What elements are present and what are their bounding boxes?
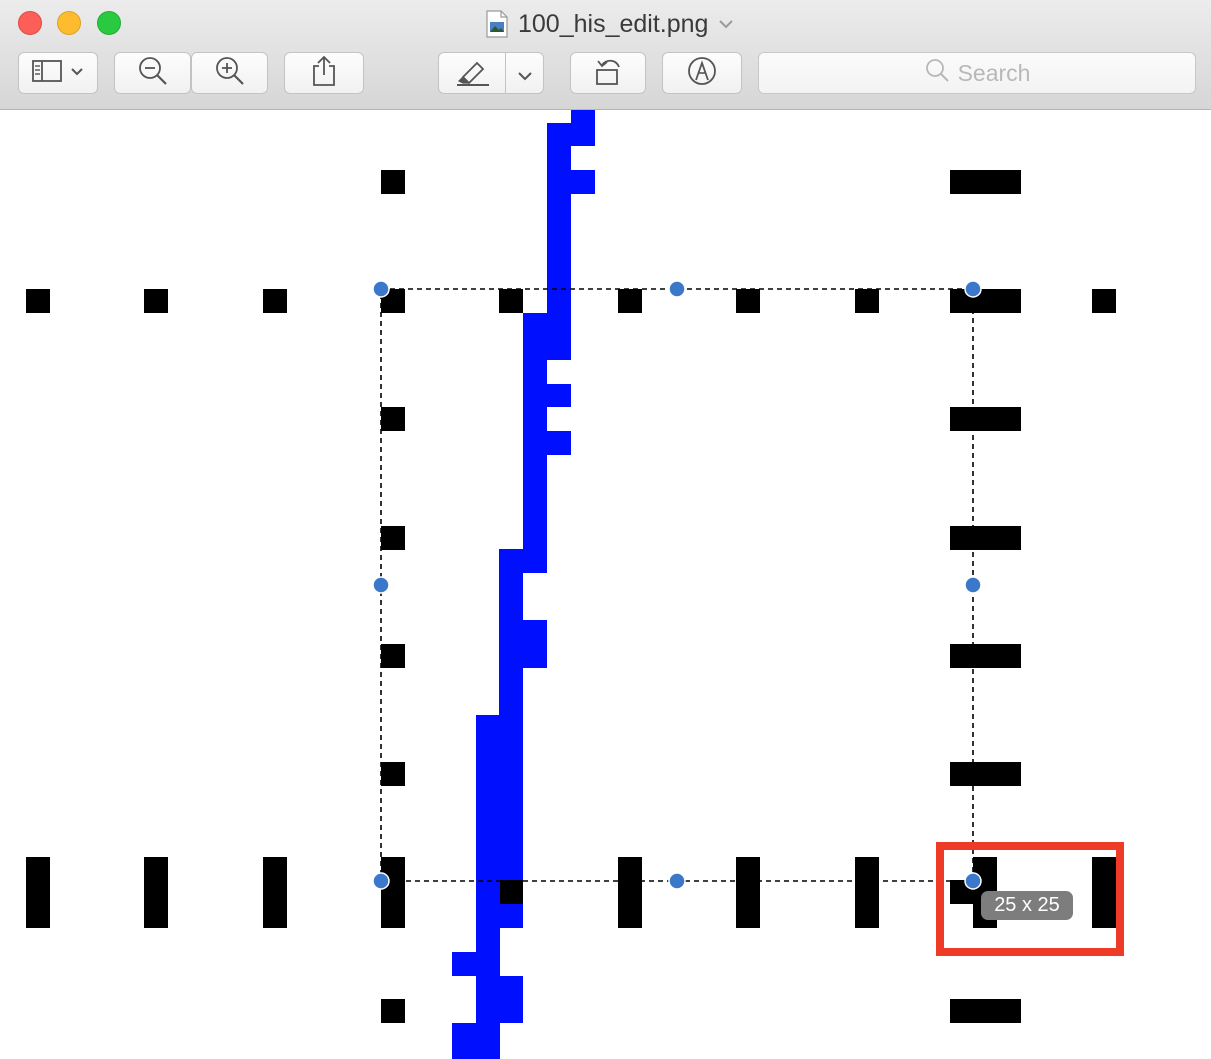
tick-mark <box>736 857 760 928</box>
minimize-window-button[interactable] <box>57 11 81 35</box>
tick-mark <box>381 407 405 431</box>
search-icon <box>924 57 958 89</box>
sidebar-icon <box>32 60 62 87</box>
line-segment <box>547 123 571 313</box>
tick-mark <box>263 857 287 928</box>
tick-mark <box>499 289 523 313</box>
resize-handle-bottom <box>669 873 685 889</box>
close-window-button[interactable] <box>18 11 42 35</box>
tick-mark <box>736 289 760 313</box>
resize-handle-bottom-right <box>965 873 981 889</box>
tick-mark <box>144 289 168 313</box>
chevron-down-icon[interactable] <box>517 68 533 86</box>
selection-size-badge: 25 x 25 <box>981 891 1073 920</box>
tick-mark <box>950 999 1021 1023</box>
line-segment <box>499 573 523 716</box>
zoom-in-button[interactable] <box>191 52 268 94</box>
highlighter-icon <box>455 59 491 92</box>
resize-handle-top <box>669 281 685 297</box>
window-title[interactable] <box>486 6 734 42</box>
line-segment <box>476 976 523 1023</box>
tick-mark <box>950 289 1021 313</box>
resize-handle-top-right <box>965 281 981 297</box>
tick-mark <box>381 762 405 786</box>
tick-mark <box>26 857 50 928</box>
tick-mark <box>950 170 1021 194</box>
tick-mark <box>855 289 879 313</box>
title-bar[interactable] <box>0 0 1211 110</box>
resize-handle-top-left <box>373 281 389 297</box>
tick-mark <box>618 857 642 928</box>
tick-mark <box>263 289 287 313</box>
line-segment <box>452 952 500 976</box>
line-segment <box>571 110 595 146</box>
tick-mark <box>144 857 168 928</box>
search-field[interactable] <box>758 52 1196 94</box>
tick-mark <box>26 289 50 313</box>
tick-mark <box>950 644 1021 668</box>
line-segment <box>547 431 571 455</box>
line-segment <box>523 620 547 668</box>
line-segment <box>523 313 571 360</box>
tick-mark <box>855 857 879 928</box>
line-segment <box>500 904 523 928</box>
window-title-text: 100_his_edit.png <box>518 9 709 38</box>
resize-handle-right <box>965 577 981 593</box>
tick-mark <box>381 999 405 1023</box>
resize-handle-left <box>373 577 389 593</box>
png-document-icon <box>486 10 508 38</box>
zoom-out-button[interactable] <box>114 52 191 94</box>
resize-handle-bottom-left <box>373 873 389 889</box>
tick-mark <box>1092 857 1116 928</box>
rotate-button[interactable] <box>570 52 646 94</box>
line-segment <box>476 715 523 880</box>
share-button[interactable] <box>284 52 364 94</box>
tick-mark <box>381 644 405 668</box>
image-canvas[interactable] <box>0 110 1211 1059</box>
tick-mark <box>1092 289 1116 313</box>
pen-circle-icon <box>686 55 718 92</box>
line-segment <box>476 880 500 952</box>
zoom-in-icon <box>214 55 246 92</box>
tick-mark <box>381 857 405 928</box>
tick-mark <box>950 407 1021 431</box>
zoom-out-icon <box>137 55 169 92</box>
search-placeholder: Search <box>957 59 1031 86</box>
line-segment <box>523 360 547 550</box>
tick-mark <box>381 526 405 550</box>
line-segment <box>499 549 547 573</box>
selection-rectangle <box>381 289 973 881</box>
line-segment <box>571 170 595 194</box>
share-icon <box>311 55 337 92</box>
line-segment <box>547 384 571 407</box>
markup-button[interactable] <box>438 52 544 94</box>
sidebar-toggle-button[interactable] <box>18 52 98 94</box>
tick-mark <box>950 526 1021 550</box>
chevron-down-icon[interactable] <box>718 16 734 34</box>
line-segment <box>452 1023 500 1059</box>
rotate-left-icon <box>592 55 624 92</box>
annotate-button[interactable] <box>662 52 742 94</box>
blue-plot-line <box>452 110 595 1059</box>
tick-mark <box>618 289 642 313</box>
tick-mark <box>950 762 1021 786</box>
selection-handles <box>373 281 981 889</box>
tick-mark <box>381 170 405 194</box>
maximize-window-button[interactable] <box>97 11 121 35</box>
chevron-down-icon <box>70 64 84 82</box>
